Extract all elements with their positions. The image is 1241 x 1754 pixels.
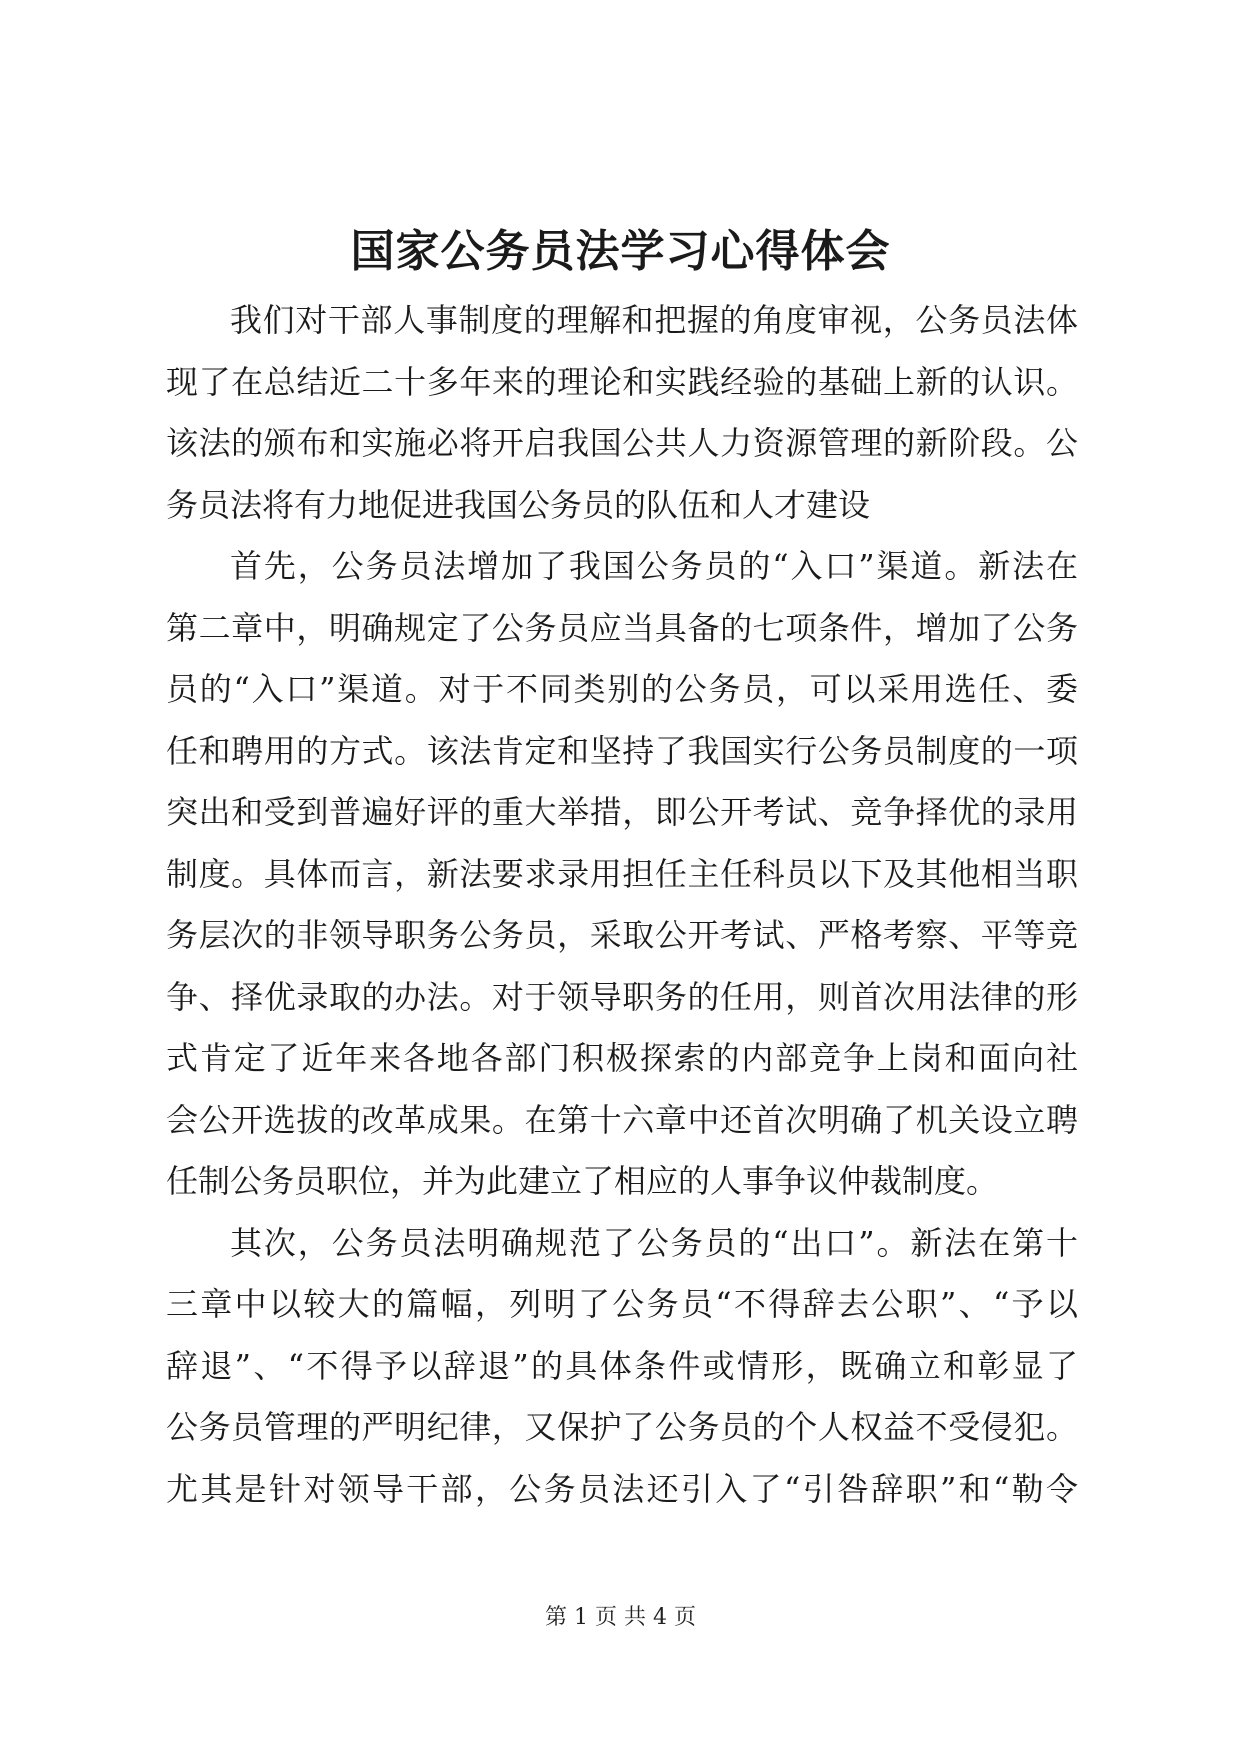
text-line: 突出和受到普遍好评的重大举措，即公开考试、竞争择优的录用 [166,793,1078,831]
text-line: 任和聘用的方式。该法肯定和坚持了我国实行公务员制度的一项 [166,731,1078,770]
text-line: 首先，公务员法增加了我国公务员的“入口”渠道。新法在 [230,547,1078,585]
text-line: 务员法将有力地促进我国公务员的队伍和人才建设 [166,485,871,524]
text-line: 其次，公务员法明确规范了公务员的“出口”。新法在第十 [230,1223,1078,1262]
text-line: 员的“入口”渠道。对于不同类别的公务员，可以采用选任、委 [166,670,1078,708]
text-line: 尤其是针对领导干部，公务员法还引入了“引咎辞职”和“勒令 [166,1469,1078,1508]
page-number-footer: 第 1 页 共 4 页 [545,1605,696,1630]
text-line: 争、择优录取的办法。对于领导职务的任用，则首次用法律的形 [166,977,1078,1016]
text-line: 制度。具体而言，新法要求录用担任主任科员以下及其他相当职 [166,854,1078,893]
paragraph-2 [166,536,1078,1213]
paragraph-3 [166,1213,1078,1521]
text-line: 该法的颁布和实施必将开启我国公共人力资源管理的新阶段。公 [166,424,1078,462]
text-line: 任制公务员职位，并为此建立了相应的人事争议仲裁制度。 [166,1162,999,1200]
text-line: 会公开选拔的改革成果。在第十六章中还首次明确了机关设立聘 [166,1100,1078,1139]
text-line: 公务员管理的严明纪律，又保护了公务员的个人权益不受侵犯。 [166,1408,1078,1446]
text-line: 辞退”、“不得予以辞退”的具体条件或情形，既确立和彰显了 [166,1346,1078,1385]
text-line: 现了在总结近二十多年来的理论和实践经验的基础上新的认识。 [166,362,1078,401]
text-line: 务层次的非领导职务公务员，采取公开考试、严格考察、平等竞 [166,916,1078,954]
text-line: 式肯定了近年来各地各部门积极探索的内部竞争上岗和面向社 [166,1039,1078,1077]
paragraph-1 [166,290,1078,536]
document-body [166,290,1078,1520]
text-line: 我们对干部人事制度的理解和把握的角度审视，公务员法体 [230,301,1078,339]
text-line: 第二章中，明确规定了公务员应当具备的七项条件，增加了公务 [166,608,1078,647]
document-title: 国家公务员法学习心得体会 [350,226,891,277]
text-line: 三章中以较大的篇幅，列明了公务员“不得辞去公职”、“予以 [166,1285,1078,1323]
